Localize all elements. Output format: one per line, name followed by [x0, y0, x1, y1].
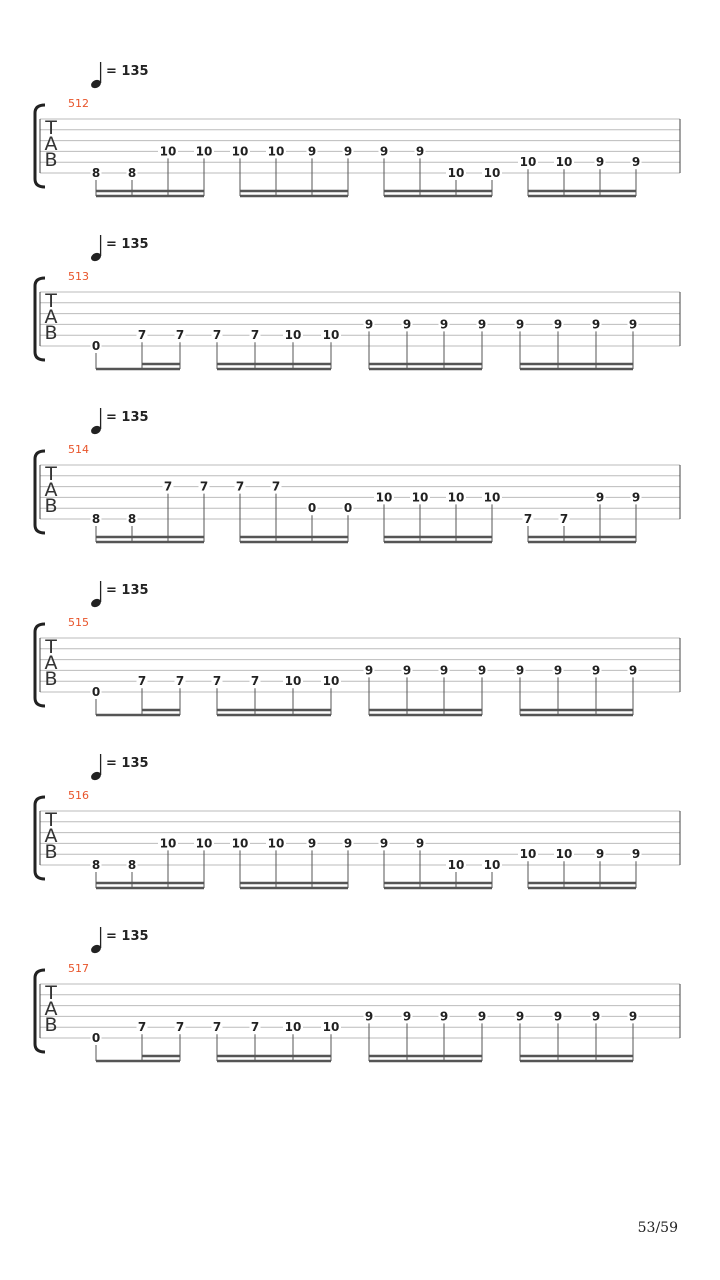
measure-number: 517	[68, 962, 89, 975]
fret-number: 9	[591, 663, 601, 678]
fret-number: 7	[250, 1020, 260, 1035]
fret-number: 0	[91, 1031, 101, 1045]
fret-number: 0	[91, 685, 101, 699]
fret-number: 9	[553, 317, 563, 332]
fret-number: 10	[447, 490, 465, 505]
measure-number: 513	[68, 270, 89, 283]
fret-number: 10	[519, 847, 537, 862]
fret-number: 10	[267, 836, 285, 851]
fret-number: 9	[631, 847, 641, 862]
measure-number: 516	[68, 789, 89, 802]
fret-number: 10	[447, 858, 465, 872]
measure-number: 515	[68, 616, 89, 629]
fret-number: 8	[91, 512, 101, 526]
fret-number: 10	[447, 166, 465, 180]
fret-number: 9	[307, 836, 317, 851]
fret-number: 9	[343, 144, 353, 159]
fret-number: 9	[515, 663, 525, 678]
fret-number: 9	[553, 1009, 563, 1024]
fret-number: 10	[284, 1020, 302, 1035]
fret-number: 8	[91, 166, 101, 180]
tempo-text: = 135	[106, 410, 149, 425]
fret-number: 9	[628, 1009, 638, 1024]
fret-number: 9	[553, 663, 563, 678]
fret-number: 7	[271, 479, 281, 494]
fret-number: 9	[628, 663, 638, 678]
tab-clef-letter: T	[45, 463, 57, 485]
fret-number: 9	[631, 490, 641, 505]
fret-number: 7	[559, 512, 569, 526]
tab-clef-letter: B	[44, 1014, 58, 1036]
measure-number: 514	[68, 443, 89, 456]
fret-number: 9	[515, 317, 525, 332]
fret-number: 7	[250, 328, 260, 343]
fret-number: 10	[411, 490, 429, 505]
fret-number: 10	[375, 490, 393, 505]
fret-number: 10	[231, 144, 249, 159]
fret-number: 0	[343, 501, 353, 516]
fret-number: 9	[628, 317, 638, 332]
tempo-text: = 135	[106, 64, 149, 79]
fret-number: 10	[284, 674, 302, 689]
fret-number: 10	[159, 836, 177, 851]
tab-clef-letter: A	[44, 998, 58, 1020]
fret-number: 7	[199, 479, 209, 494]
fret-number: 7	[163, 479, 173, 494]
fret-number: 8	[91, 858, 101, 872]
tab-clef-letter: T	[45, 636, 57, 658]
fret-number: 10	[322, 1020, 340, 1035]
fret-number: 7	[137, 674, 147, 689]
fret-number: 0	[307, 501, 317, 516]
tab-clef-letter: A	[44, 306, 58, 328]
fret-number: 9	[595, 490, 605, 505]
fret-number: 9	[591, 1009, 601, 1024]
fret-number: 7	[212, 1020, 222, 1035]
fret-number: 9	[343, 836, 353, 851]
fret-number: 9	[439, 1009, 449, 1024]
tab-clef-letter: T	[45, 290, 57, 312]
fret-number: 9	[515, 1009, 525, 1024]
fret-number: 9	[477, 663, 487, 678]
tempo-text: = 135	[106, 237, 149, 252]
fret-number: 0	[91, 339, 101, 353]
fret-number: 10	[322, 328, 340, 343]
tab-clef-letter: B	[44, 841, 58, 863]
fret-number: 7	[250, 674, 260, 689]
fret-number: 9	[591, 317, 601, 332]
fret-number: 10	[159, 144, 177, 159]
fret-number: 10	[483, 858, 501, 872]
fret-number: 7	[523, 512, 533, 526]
fret-number: 7	[175, 328, 185, 343]
tempo-text: = 135	[106, 583, 149, 598]
fret-number: 7	[175, 674, 185, 689]
fret-number: 7	[175, 1020, 185, 1035]
fret-number: 9	[402, 1009, 412, 1024]
fret-number: 10	[483, 490, 501, 505]
tab-clef-letter: T	[45, 809, 57, 831]
fret-number: 9	[402, 317, 412, 332]
fret-number: 7	[137, 1020, 147, 1035]
fret-number: 10	[519, 155, 537, 170]
fret-number: 10	[231, 836, 249, 851]
fret-number: 10	[267, 144, 285, 159]
fret-number: 9	[364, 1009, 374, 1024]
fret-number: 9	[439, 317, 449, 332]
tab-clef-letter: T	[45, 117, 57, 139]
fret-number: 9	[631, 155, 641, 170]
fret-number: 7	[212, 674, 222, 689]
fret-number: 10	[195, 144, 213, 159]
tab-clef-letter: B	[44, 149, 58, 171]
tab-clef-letter: B	[44, 322, 58, 344]
tab-clef-letter: A	[44, 133, 58, 155]
measure-number: 512	[68, 97, 89, 110]
fret-number: 8	[127, 166, 137, 180]
fret-number: 10	[195, 836, 213, 851]
fret-number: 7	[235, 479, 245, 494]
tempo-text: = 135	[106, 756, 149, 771]
fret-number: 10	[284, 328, 302, 343]
fret-number: 9	[402, 663, 412, 678]
fret-number: 10	[555, 847, 573, 862]
tab-clef-letter: A	[44, 825, 58, 847]
fret-number: 9	[595, 155, 605, 170]
fret-number: 8	[127, 512, 137, 526]
tempo-text: = 135	[106, 929, 149, 944]
fret-number: 9	[477, 1009, 487, 1024]
tab-clef-letter: A	[44, 479, 58, 501]
tab-clef-letter: B	[44, 495, 58, 517]
fret-number: 9	[439, 663, 449, 678]
fret-number: 9	[364, 663, 374, 678]
fret-number: 9	[364, 317, 374, 332]
fret-number: 8	[127, 858, 137, 872]
tab-clef-letter: B	[44, 668, 58, 690]
fret-number: 9	[595, 847, 605, 862]
fret-number: 9	[415, 836, 425, 851]
fret-number: 10	[483, 166, 501, 180]
fret-number: 9	[477, 317, 487, 332]
fret-number: 7	[212, 328, 222, 343]
tab-clef-letter: T	[45, 982, 57, 1004]
tab-clef-letter: A	[44, 652, 58, 674]
fret-number: 7	[137, 328, 147, 343]
page-number: 53/59	[637, 1220, 678, 1236]
fret-number: 9	[379, 144, 389, 159]
fret-number: 9	[379, 836, 389, 851]
fret-number: 10	[322, 674, 340, 689]
fret-number: 9	[307, 144, 317, 159]
fret-number: 10	[555, 155, 573, 170]
fret-number: 9	[415, 144, 425, 159]
